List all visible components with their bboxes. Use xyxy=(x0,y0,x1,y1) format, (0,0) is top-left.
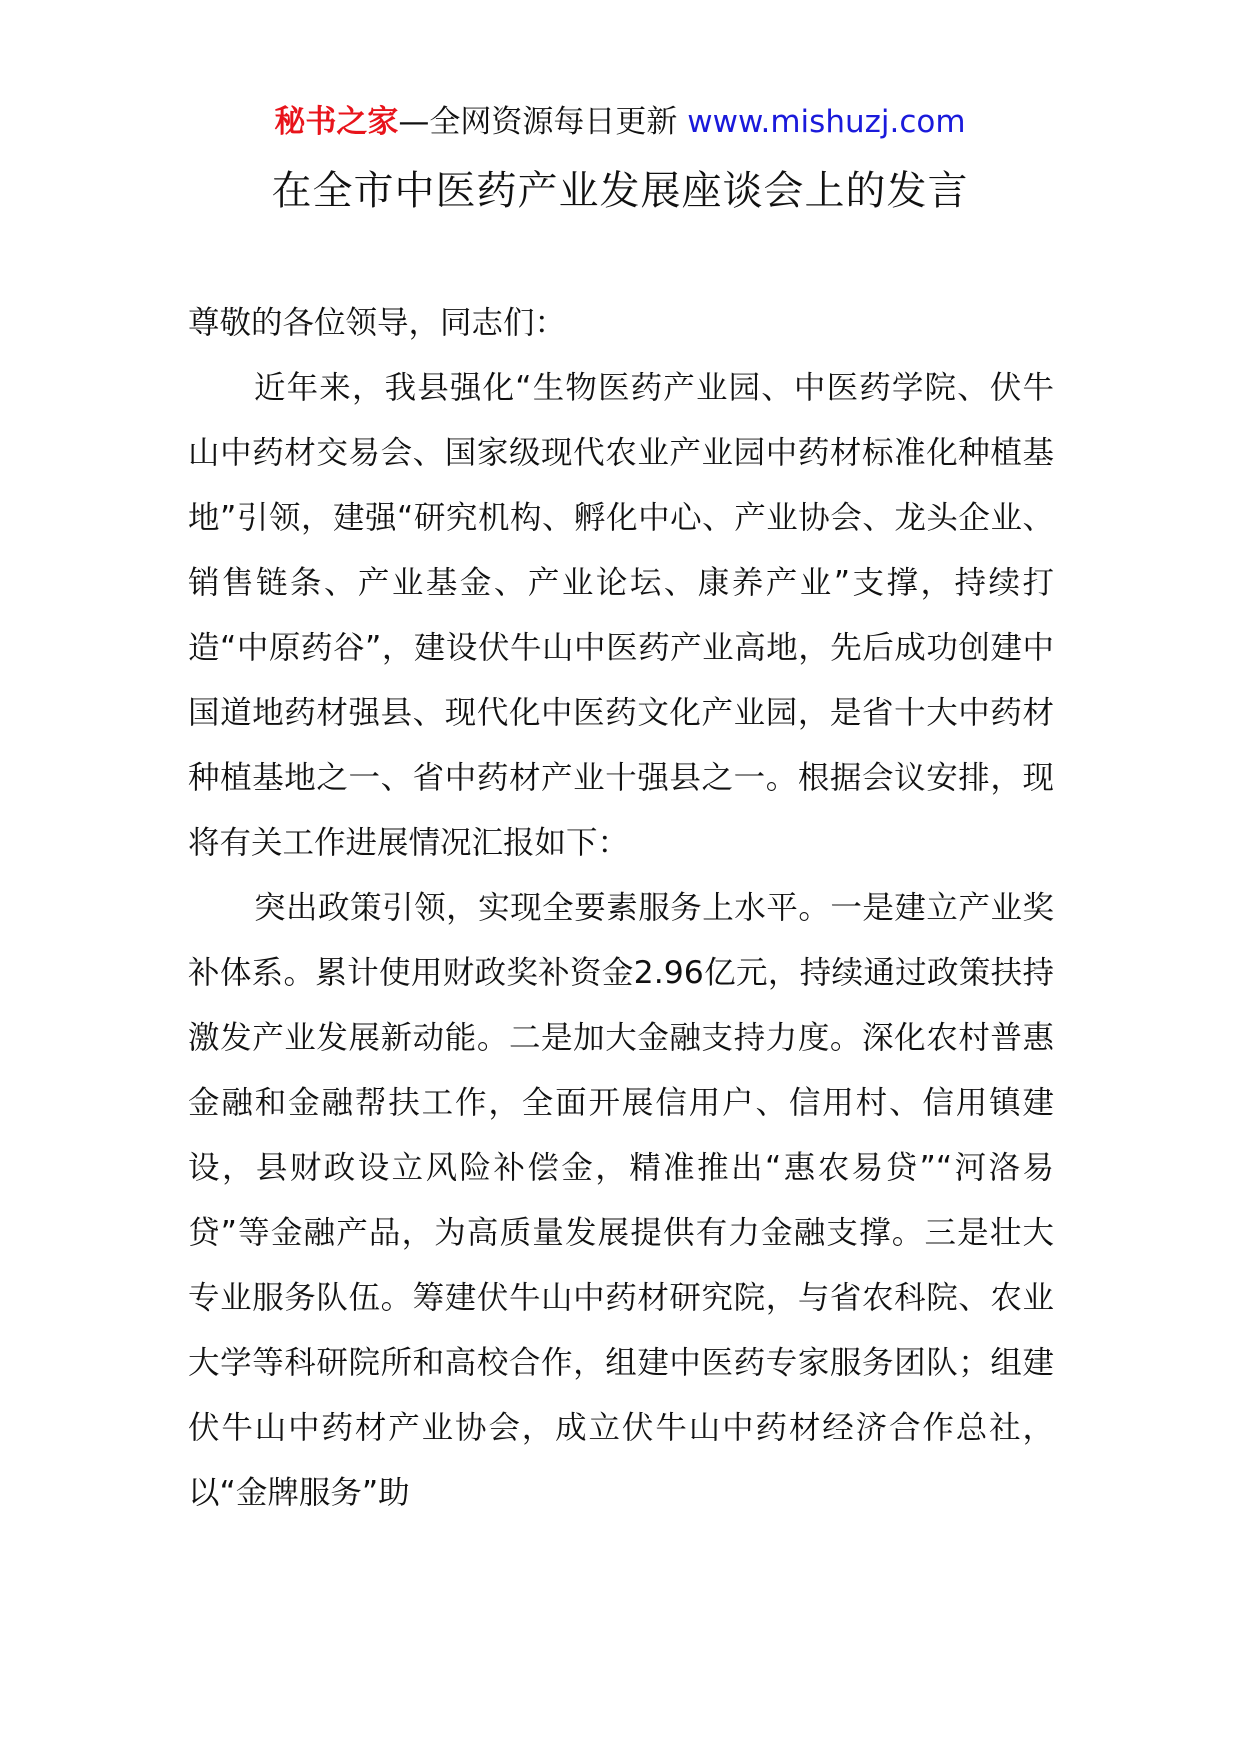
site-tagline: —全网资源每日更新 xyxy=(398,104,688,140)
site-header xyxy=(0,100,1240,144)
site-url-link[interactable]: www.mishuzj.com xyxy=(687,104,966,140)
salutation: 尊敬的各位领导，同志们： xyxy=(188,305,567,341)
site-brand: 秘书之家 xyxy=(274,104,399,140)
document-body xyxy=(188,291,1054,1526)
paragraph-intro: 近年来，我县强化“生物医药产业园、中医药学院、伏牛山中药材交易会、国家级现代农业产业园中药材标准化种植基地”引领，建强“研究机构、孵化中心、产业协会、龙头企业、销售链条、产业基金、产业论坛、康养产业”支撑，持续打造“中原药谷”，建设伏牛山中医药产业高地，先后成功创建中国道地药材强县、现代化中医药文化产业园，是省十大中药材种植基地之一、省中药材产业十强县之一。根据会议安排，现将有关工作进展情况汇报如下： xyxy=(188,370,1054,861)
paragraph-policy: 突出政策引领，实现全要素服务上水平。一是建立产业奖补体系。累计使用财政奖补资金2.96亿元，持续通过政策扶持激发产业发展新动能。二是加大金融支持力度。深化农村普惠金融和金融帮扶工作，全面开展信用户、信用村、信用镇建设，县财政设立风险补偿金，精准推出“惠农易贷”“河洛易贷”等金融产品，为高质量发展提供有力金融支撑。三是壮大专业服务队伍。筹建伏牛山中药材研究院，与省农科院、农业大学等科研院所和高校合作，组建中医药专家服务团队；组建伏牛山中药材产业协会，成立伏牛山中药材经济合作总社，以“金牌服务”助 xyxy=(188,890,1054,1511)
document-title: 在全市中医药产业发展座谈会上的发言 xyxy=(271,168,969,214)
